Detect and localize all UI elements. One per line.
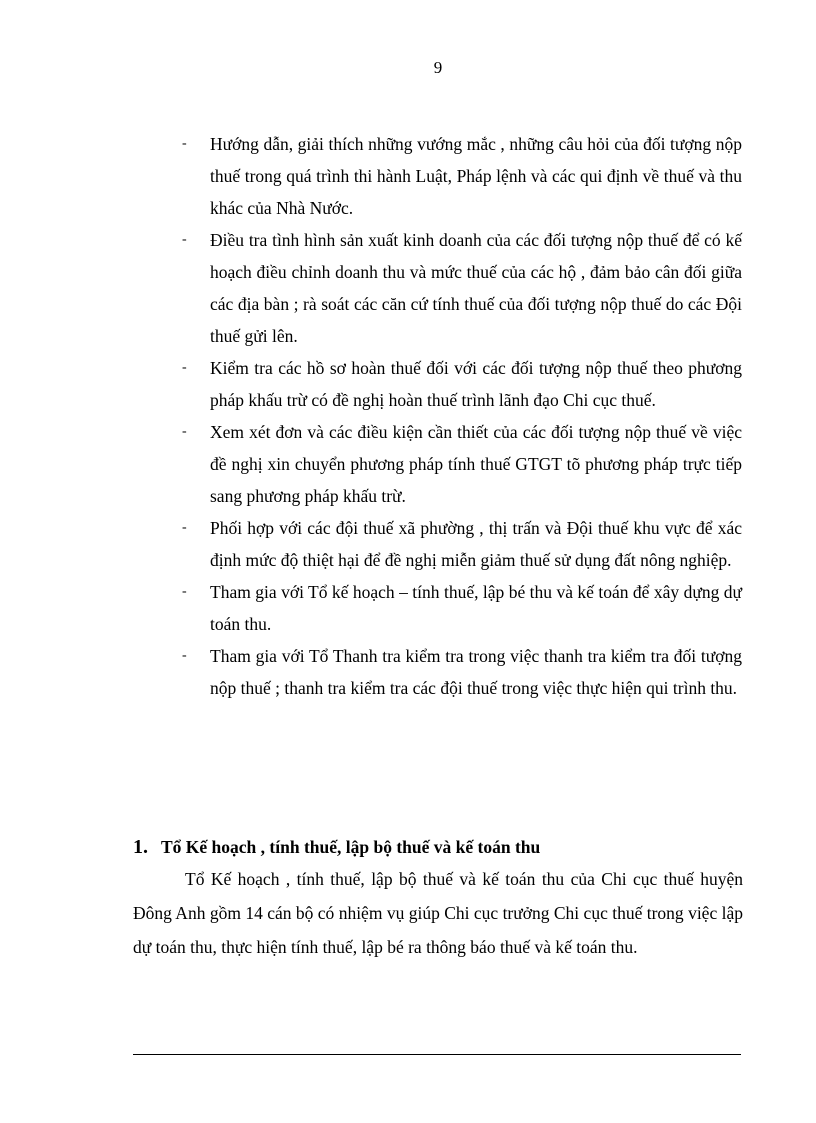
list-item [182,512,742,576]
list-item [182,128,742,224]
list-item-text: Tham gia với Tổ kế hoạch – tính thuế, lập bé thu và kế toán để xây dựng dự toán thu. [210,582,742,634]
section-heading [133,832,743,862]
list-item-text: Kiểm tra các hồ sơ hoàn thuế đối với các đối tượng nộp thuế theo phương pháp khấu trừ có đề nghị hoàn thuế trình lãnh đạo Chi cục thuế. [210,358,742,410]
list-item [182,224,742,352]
list-item-text: Phối hợp với các đội thuế xã phường , thị trấn và Đội thuế khu vực để xác định mức độ thiệt hại để đề nghị miễn giảm thuế sử dụng đất nông nghiệp. [210,518,742,570]
section-number: 1. [133,836,148,858]
dash-bullet-icon: - [182,136,187,151]
list-item-text: Điều tra tình hình sản xuất kinh doanh của các đối tượng nộp thuế để có kế hoạch điều chỉnh doanh thu và mức thuế của các hộ , đảm bảo cân đối giữa các địa bàn ; rà soát các căn cứ tính thuế của đối tượng nộp thuế do các Đội thuế gửi lên. [210,230,742,346]
dash-bullet-icon: - [182,360,187,375]
list-item-text: Xem xét đơn và các điều kiện cần thiết của các đối tượng nộp thuế về việc đề nghị xin chuyển phương pháp tính thuế GTGT tõ phương pháp trực tiếp sang phương pháp khấu trừ. [210,422,742,506]
section-paragraph: Tổ Kế hoạch , tính thuế, lập bộ thuế và kế toán thu của Chi cục thuế huyện Đông Anh gồm 14 cán bộ có nhiệm vụ giúp Chi cục trưởng Chi cục thuế trong việc lập dự toán thu, thực hiện tính thuế, lập bé ra thông báo thuế và kế toán thu. [133,869,743,957]
section-planning [133,832,743,964]
list-item-text: Tham gia với Tổ Thanh tra kiểm tra trong việc thanh tra kiểm tra đối tượng nộp thuế ; thanh tra kiểm tra các đội thuế trong việc thực hiện qui trình thu. [210,646,742,698]
dash-bullet-icon: - [182,520,187,535]
page-number: 9 [433,58,443,77]
dash-bullet-icon: - [182,648,187,663]
dash-bullet-icon: - [182,584,187,599]
duty-list [182,128,742,704]
list-item [182,352,742,416]
section-title: Tổ Kế hoạch , tính thuế, lập bộ thuế và kế toán thu [161,837,541,857]
list-item [182,416,742,512]
footer-divider [133,1054,741,1055]
dash-bullet-icon: - [182,232,187,247]
list-item-text: Hướng dẫn, giải thích những vướng mắc , những câu hỏi của đối tượng nộp thuế trong quá trình thi hành Luật, Pháp lệnh và các qui định về thuế và thu khác của Nhà Nước. [210,134,742,218]
dash-bullet-icon: - [182,424,187,439]
list-item [182,576,742,640]
list-item [182,640,742,704]
